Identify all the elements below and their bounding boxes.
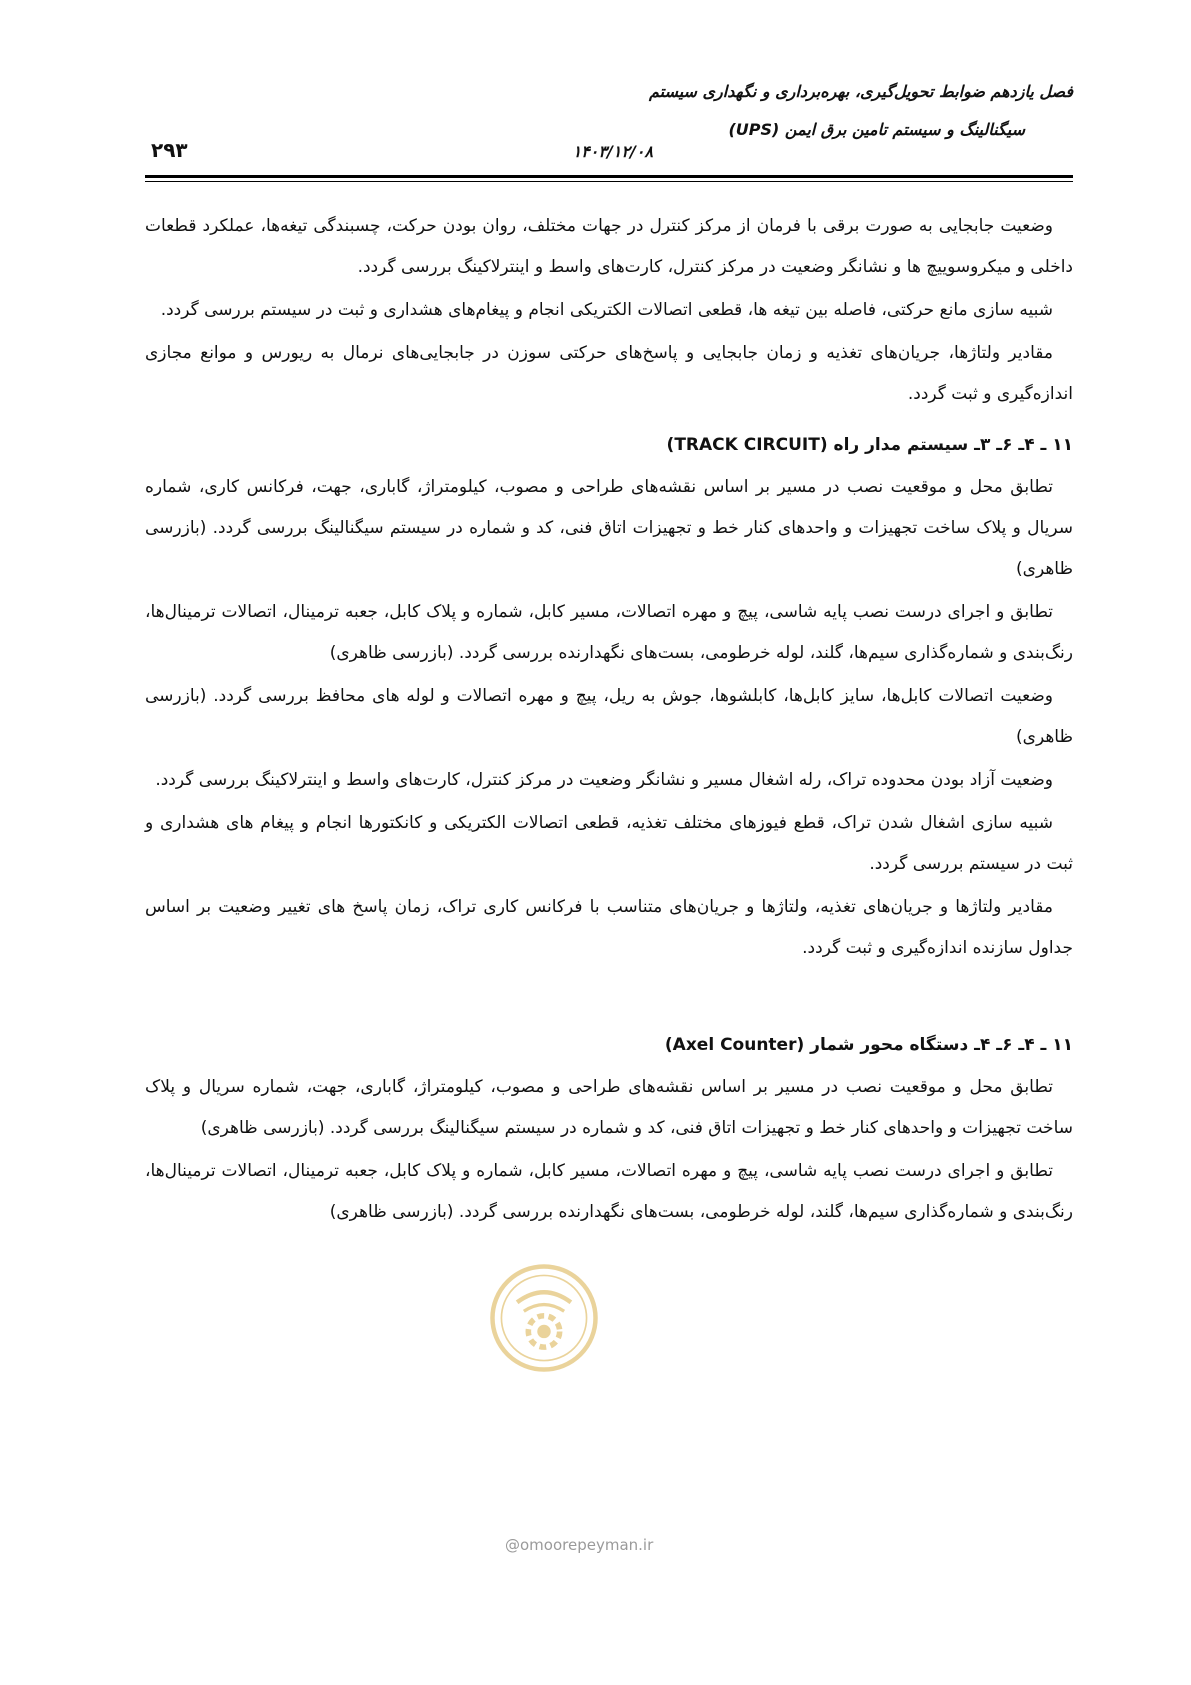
paragraph: تطابق و اجرای درست نصب پایه شاسی، پیچ و مهره اتصالات، مسیر کابل، شماره و پلاک کابل، جعبه ترمینال، اتصالات ترمینال‌ها، رنگ‌بندی و شماره‌گذاری سیم‌ها، گلند، لوله خرطومی، بست‌های نگهدارنده بررسی گردد. (بازرسی ظاهری)	[145, 602, 1073, 663]
paragraph: مقادیر ولتاژها، جریان‌های تغذیه و زمان جابجایی و پاسخ‌های حرکتی سوزن در جابجایی‌های نرمال به ریورس و موانع مجازی اندازه‌گیری و ثبت گردد.	[145, 343, 1073, 404]
section-heading-axel-counter: ۱۱ ـ ۴ـ ۶ـ ۴ـ دستگاه محور شمار (Axel Counter)	[664, 1035, 1073, 1055]
header-rule-thick	[145, 175, 1073, 178]
paragraph: تطابق محل و موقعیت نصب در مسیر بر اساس نقشه‌های طراحی و مصوب، کیلومتراژ، گاباری، جهت، فرکانس کاری، شماره سریال و پلاک ساخت تجهیزات و واحدهای کنار خط و تجهیزات اتاق فنی، کد و شماره در سیستم سیگنالینگ بررسی گردد. (بازرسی ظاهری)	[145, 477, 1073, 579]
paragraph: وضعیت آزاد بودن محدوده تراک، رله اشغال مسیر و نشانگر وضعیت در مرکز کنترل، کارت‌های واسط و اینترلاکینگ بررسی گردد.	[155, 770, 1053, 790]
page-number: ۲۹۳	[151, 138, 188, 162]
paragraph: وضعیت جابجایی به صورت برقی با فرمان از مرکز کنترل در جهات مختلف، روان بودن حرکت، چسبندگی تیغه‌ها، عملکرد قطعات داخلی و میکروسوییچ ها و نشانگر وضعیت در مرکز کنترل، کارت‌های واسط و اینترلاکینگ بررسی گردد.	[145, 216, 1073, 277]
paragraph: تطابق محل و موقعیت نصب در مسیر بر اساس نقشه‌های طراحی و مصوب، کیلومتراژ، گاباری، جهت، شماره سریال و پلاک ساخت تجهیزات و واحدهای کنار خط و تجهیزات اتاق فنی، کد و شماره در سیستم سیگنالینگ بررسی گردد. (بازرسی ظاهری)	[145, 1077, 1073, 1138]
header-rule-thin	[145, 181, 1073, 182]
watermark-seal-icon	[488, 1262, 600, 1374]
chapter-title: فصل یازدهم ضوابط تحویل‌گیری، بهره‌برداری و نگهداری سیستم	[648, 82, 1073, 101]
paragraph: مقادیر ولتاژها و جریان‌های تغذیه، ولتاژها و جریان‌های متناسب با فرکانس کاری تراک، زمان پاسخ های تغییر وضعیت بر اساس جداول سازنده اندازه‌گیری و ثبت گردد.	[145, 897, 1073, 958]
section-gap	[145, 971, 1073, 1015]
section-heading-track-circuit: ۱۱ ـ ۴ـ ۶ـ ۳ـ سیستم مدار راه (TRACK CIRCUIT)	[666, 435, 1073, 455]
header-subtitle: سیگنالینگ و سیستم تامین برق ایمن (UPS)	[728, 120, 1025, 139]
page-header	[145, 70, 1073, 190]
paragraph: شبیه سازی اشغال شدن تراک، قطع فیوزهای مختلف تغذیه، قطعی اتصالات الکتریکی و کانکتورها انجام و پیغام های هشداری و ثبت در سیستم بررسی گردد.	[145, 813, 1073, 874]
paragraph: شبیه سازی مانع حرکتی، فاصله بین تیغه ها، قطعی اتصالات الکتریکی انجام و پیغام‌های هشداری و ثبت در سیستم بررسی گردد.	[160, 300, 1053, 320]
body-text	[145, 206, 1073, 1235]
header-date: ۱۴۰۳/۱۲/۰۸	[572, 142, 653, 161]
watermark-text: @omoorepeyman.ir	[505, 1536, 654, 1554]
paragraph: تطابق و اجرای درست نصب پایه شاسی، پیچ و مهره اتصالات، مسیر کابل، شماره و پلاک کابل، جعبه ترمینال، اتصالات ترمینال‌ها، رنگ‌بندی و شماره‌گذاری سیم‌ها، گلند، لوله خرطومی، بست‌های نگهدارنده بررسی گردد. (بازرسی ظاهری)	[145, 1161, 1073, 1222]
paragraph: وضعیت اتصالات کابل‌ها، سایز کابل‌ها، کابلشوها، جوش به ریل، پیچ و مهره اتصالات و لوله های محافظ بررسی گردد. (بازرسی ظاهری)	[145, 686, 1073, 747]
